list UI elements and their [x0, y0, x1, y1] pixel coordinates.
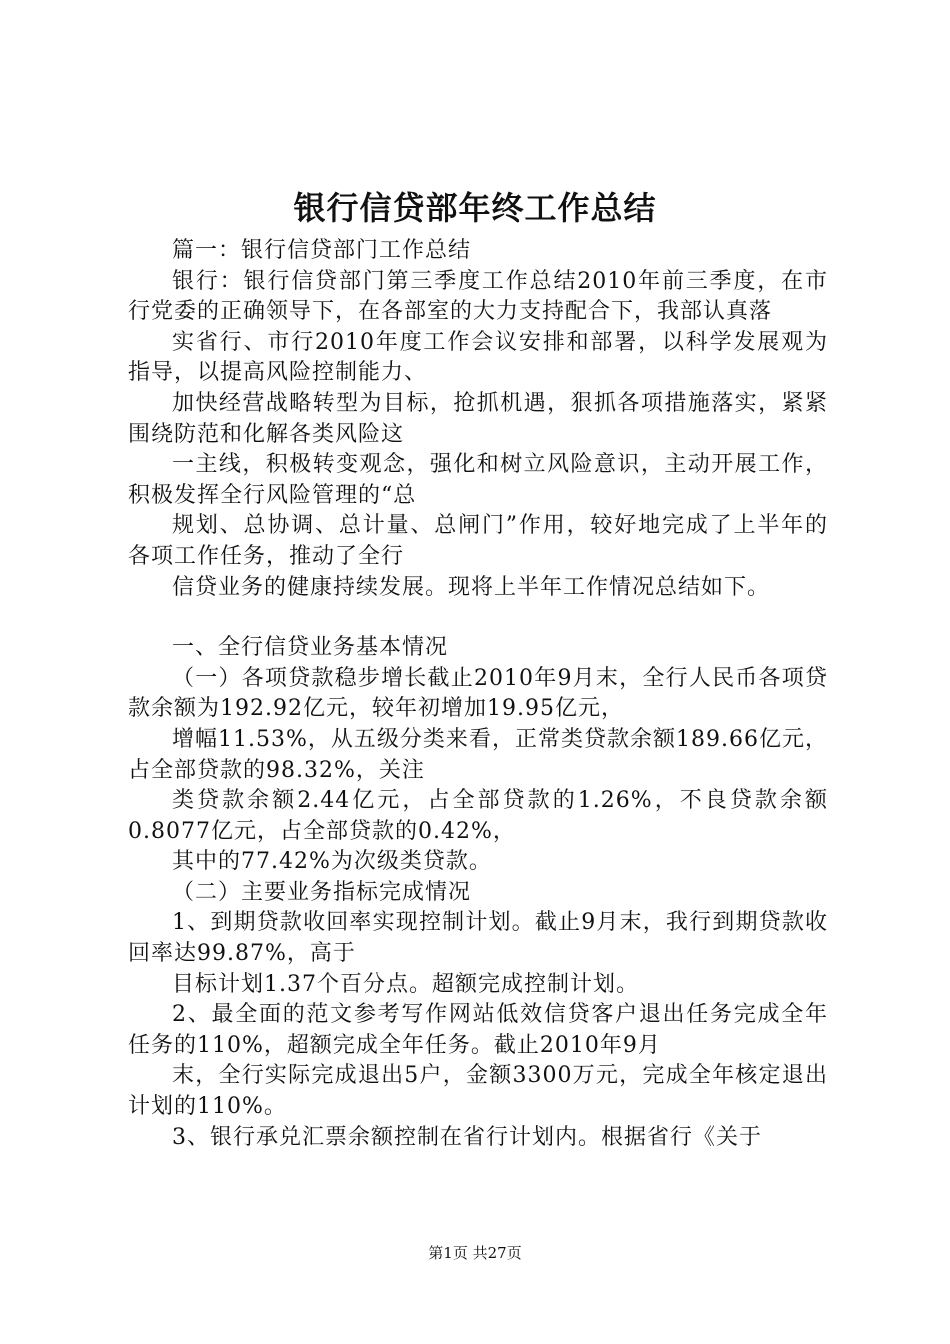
paragraph: 信贷业务的健康持续发展。现将上半年工作情况总结如下。	[172, 574, 771, 600]
paragraph: 类贷款余额2.44亿元，占全部贷款的1.26%，不良贷款余额0.8077亿元，占全部贷款的0.42%，	[128, 788, 828, 844]
page-footer: 第1页 共27页	[428, 1244, 522, 1262]
paragraph: 实省行、市行2010年度工作会议安排和部署，以科学发展观为指导，以提高风险控制能力、	[128, 329, 828, 386]
document-body	[128, 236, 828, 1153]
paragraph: 其中的77.42%为次级类贷款。	[172, 849, 492, 875]
subsection-heading: （二）主要业务指标完成情况	[172, 879, 472, 905]
paragraph: 加快经营战略转型为目标，抢抓机遇，狠抓各项措施落实，紧紧围绕防范和化解各类风险这	[128, 390, 828, 447]
paragraph: （一）各项贷款稳步增长截止2010年9月末，全行人民币各项贷款余额为192.92亿元，较年初增加19.95亿元，	[128, 665, 828, 722]
paragraph: 1、到期贷款收回率实现控制计划。截止9月末，我行到期贷款收回率达99.87%，高于	[128, 910, 828, 967]
document-title: 银行信贷部年终工作总结	[293, 189, 657, 227]
paragraph: 目标计划1.37个百分点。超额完成控制计划。	[172, 971, 639, 997]
paragraph: 银行：银行信贷部门第三季度工作总结2010年前三季度，在市行党委的正确领导下，在各部室的大力支持配合下，我部认真落	[128, 268, 828, 325]
paragraph: 末，全行实际完成退出5户，金额3300万元，完成全年核定退出计划的110%。	[128, 1063, 828, 1120]
paragraph-article-heading: 篇一：银行信贷部门工作总结	[172, 238, 472, 263]
paragraph: 2、最全面的范文参考写作网站低效信贷客户退出任务完成全年任务的110%，超额完成全年任务。截止2010年9月	[128, 1002, 828, 1058]
section-heading: 一、全行信贷业务基本情况	[172, 635, 449, 661]
paragraph: 一主线，积极转变观念，强化和树立风险意识，主动开展工作，积极发挥全行风险管理的“总	[128, 452, 828, 508]
paragraph: 增幅11.53%，从五级分类来看，正常类贷款余额189.66亿元，占全部贷款的98.32%，关注	[128, 726, 828, 783]
paragraph: 规划、总协调、总计量、总闸门”作用，较好地完成了上半年的各项工作任务，推动了全行	[128, 513, 828, 569]
paragraph: 3、银行承兑汇票余额控制在省行计划内。根据省行《关于	[172, 1124, 762, 1150]
